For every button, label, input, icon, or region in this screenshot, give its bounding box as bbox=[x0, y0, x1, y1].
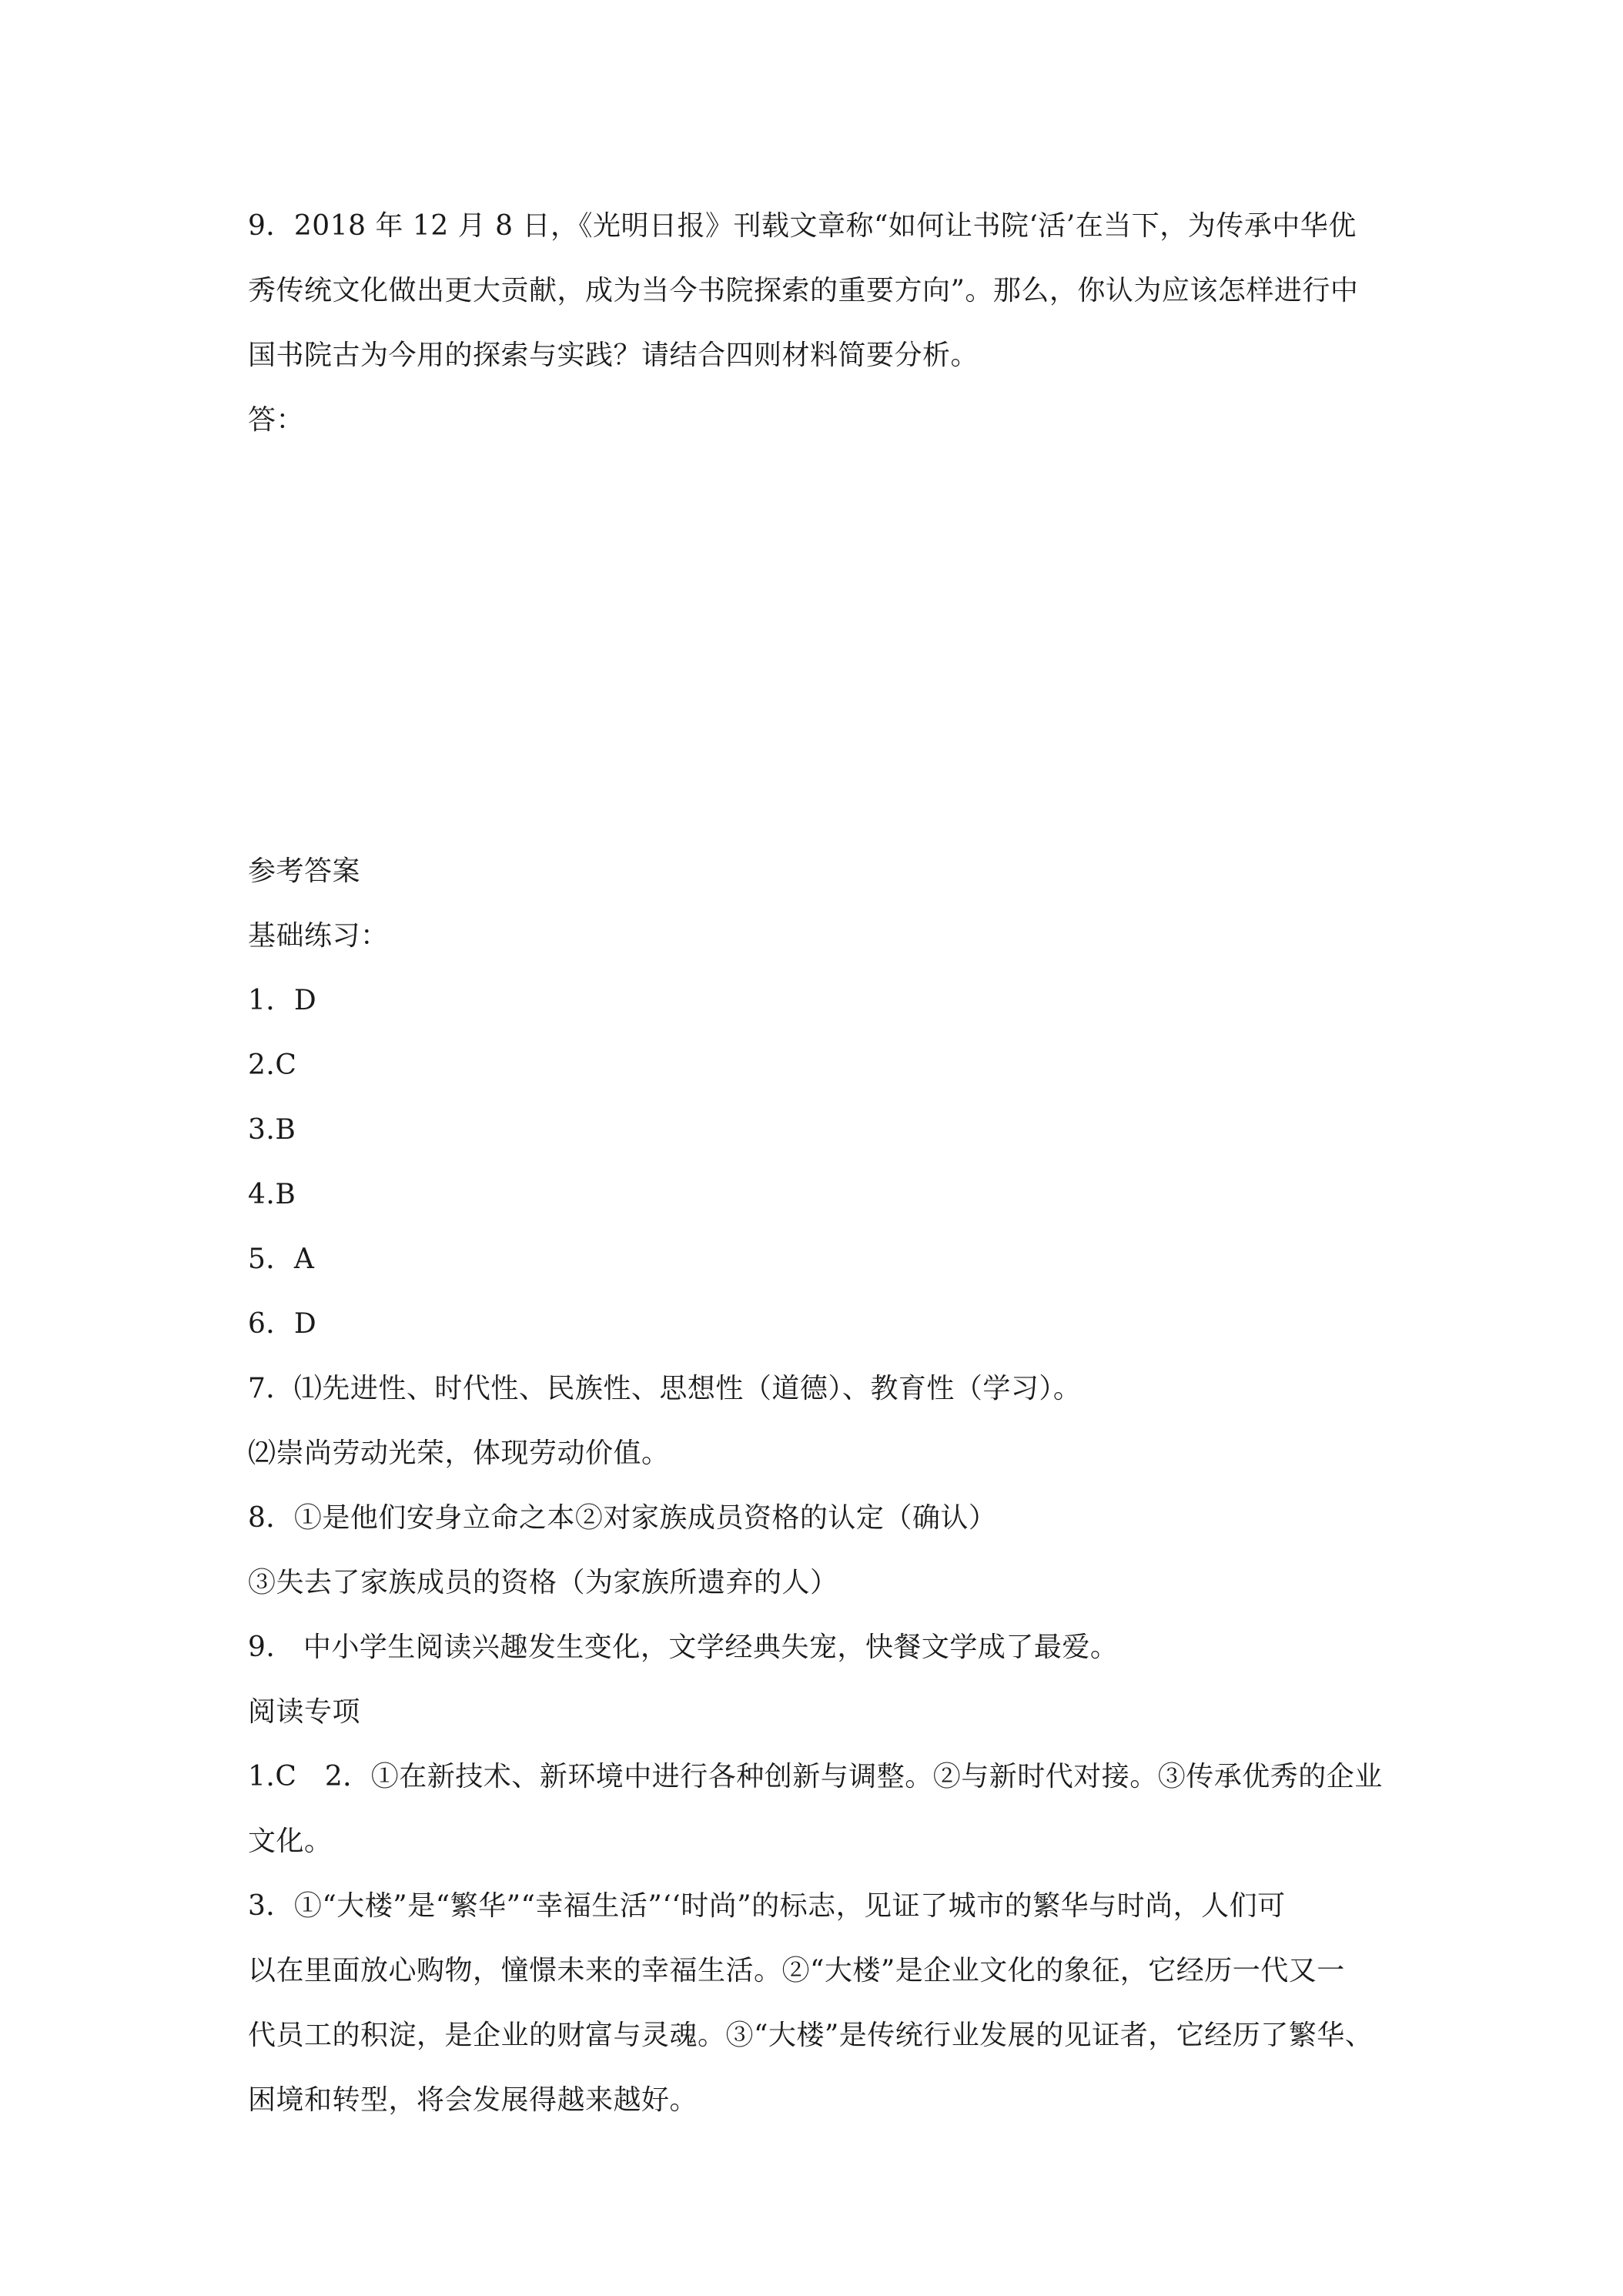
answer-label: 答： bbox=[248, 404, 305, 436]
basic-answer: 6．D bbox=[248, 1308, 317, 1340]
reading-answer: 困境和转型，将会发展得越来越好。 bbox=[248, 2084, 698, 2116]
basic-answer: 8．①是他们安身立命之本②对家族成员资格的认定（确认） bbox=[248, 1502, 997, 1534]
basic-answer: 1．D bbox=[248, 985, 317, 1016]
basic-answer: 9. 中小学生阅读兴趣发生变化，文学经典失宠，快餐文学成了最爱。 bbox=[248, 1632, 1119, 1663]
basic-answer: 3.B bbox=[248, 1114, 296, 1146]
basic-answer: ⑵崇尚劳动光荣，体现劳动价值。 bbox=[248, 1438, 670, 1469]
basic-heading: 基础练习： bbox=[248, 920, 389, 952]
basic-answer: 2.C bbox=[248, 1049, 297, 1081]
reading-answer: 文化。 bbox=[248, 1826, 333, 1857]
basic-answer: 4.B bbox=[248, 1179, 296, 1210]
question-line: 秀传统文化做出更大贡献，成为当今书院探索的重要方向”。那么，你认为应该怎样进行中 bbox=[248, 275, 1359, 306]
reading-answer: 3．①“大楼”是“繁华”“幸福生活”‘‘时尚”的标志，见证了城市的繁华与时尚，人们可 bbox=[248, 1890, 1286, 1922]
basic-answer: 5．A bbox=[248, 1243, 315, 1275]
reading-answer: 1.C 2．①在新技术、新环境中进行各种创新与调整。②与新时代对接。③传承优秀的企业 bbox=[248, 1761, 1383, 1792]
reading-answer: 以在里面放心购物，憧憬未来的幸福生活。②“大楼”是企业文化的象征，它经历一代又一 bbox=[248, 1955, 1345, 1986]
basic-answer: ③失去了家族成员的资格（为家族所遗弃的人） bbox=[248, 1567, 838, 1598]
question-line: 国书院古为今用的探索与实践？请结合四则材料简要分析。 bbox=[248, 340, 979, 371]
basic-answer: 7．⑴先进性、时代性、民族性、思想性（道德）、教育性（学习）。 bbox=[248, 1373, 1082, 1404]
reading-answer: 代员工的积淀，是企业的财富与灵魂。③“大楼”是传统行业发展的见证者，它经历了繁华、 bbox=[248, 2020, 1374, 2051]
question-line: 9．2018 年 12 月 8 日，《光明日报》刊载文章称“如何让书院‘活’在当下，为传承中华优 bbox=[248, 210, 1357, 242]
reference-title: 参考答案 bbox=[248, 855, 361, 887]
reading-heading: 阅读专项 bbox=[248, 1696, 361, 1728]
